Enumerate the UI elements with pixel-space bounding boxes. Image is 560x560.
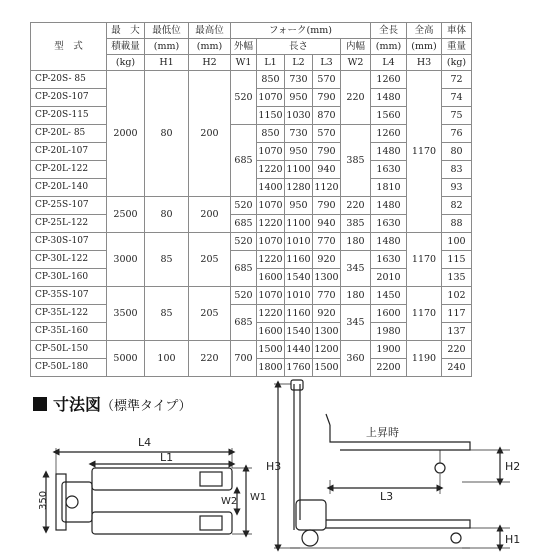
l1-cell: 1500: [257, 341, 285, 359]
l1-cell: 1400: [257, 179, 285, 197]
weight-cell: 137: [442, 323, 472, 341]
h1-cell: 85: [145, 287, 189, 341]
steer-wheel-icon: [302, 530, 318, 546]
capacity-cell: 2000: [107, 71, 145, 197]
header-fork: フォーク(mm): [231, 23, 371, 39]
dim-h1-label: H1: [505, 533, 521, 546]
model-cell: CP-35S-107: [31, 287, 107, 305]
header-min-height-unit: (mm): [145, 39, 189, 55]
plan-view: [46, 448, 252, 534]
weight-cell: 83: [442, 161, 472, 179]
l1-cell: 1070: [257, 197, 285, 215]
l2-cell: 1760: [285, 359, 313, 377]
header-total-height-unit: (mm): [407, 39, 442, 55]
l1-cell: 1600: [257, 323, 285, 341]
header-capacity: 最 大: [107, 23, 145, 39]
model-cell: CP-30L-122: [31, 251, 107, 269]
fork-lower: [92, 512, 232, 534]
spec-table: [30, 22, 472, 377]
fork-lowered: [326, 520, 470, 528]
weight-cell: 100: [442, 233, 472, 251]
h1-cell: 85: [145, 233, 189, 287]
header-h2: H2: [189, 55, 231, 71]
header-h1: H1: [145, 55, 189, 71]
table-row: [31, 251, 472, 269]
l1-cell: 850: [257, 71, 285, 89]
l3-cell: 870: [313, 107, 341, 125]
header-total-height: 全高: [407, 23, 442, 39]
l4-cell: 1480: [371, 143, 407, 161]
dim-h3-label: H3: [266, 460, 282, 473]
l3-cell: 570: [313, 125, 341, 143]
model-cell: CP-30L-160: [31, 269, 107, 287]
l4-cell: 1260: [371, 125, 407, 143]
w1-cell: 520: [231, 71, 257, 125]
l4-cell: 1630: [371, 215, 407, 233]
weight-cell: 135: [442, 269, 472, 287]
table-row: [31, 233, 472, 251]
l2-cell: 730: [285, 71, 313, 89]
w2-cell: 345: [341, 251, 371, 287]
side-view: [274, 380, 510, 548]
header-capacity-unit: (kg): [107, 55, 145, 71]
h2-cell: 205: [189, 233, 231, 287]
dim-w2-label: W2: [221, 496, 238, 507]
w1-cell: 685: [231, 125, 257, 197]
weight-cell: 72: [442, 71, 472, 89]
l3-cell: 1300: [313, 323, 341, 341]
l2-cell: 1030: [285, 107, 313, 125]
l1-cell: 1070: [257, 143, 285, 161]
raised-label: 上昇時: [366, 426, 399, 439]
l1-cell: 1070: [257, 89, 285, 107]
w2-cell: 360: [341, 341, 371, 377]
dim-w1-label: W1: [250, 492, 267, 503]
l1-cell: 1220: [257, 251, 285, 269]
section-title: 寸法図: [53, 395, 102, 414]
weight-cell: 220: [442, 341, 472, 359]
header-outer-width: 外幅: [231, 39, 257, 55]
weight-cell: 88: [442, 215, 472, 233]
model-cell: CP-20L-140: [31, 179, 107, 197]
load-roller-raised: [435, 463, 445, 473]
w2-cell: 180: [341, 233, 371, 251]
table-row: [31, 341, 472, 359]
weight-cell: 93: [442, 179, 472, 197]
w1-cell: 685: [231, 251, 257, 287]
l1-cell: 1600: [257, 269, 285, 287]
header-inner-width: 内幅: [341, 39, 371, 55]
l2-cell: 1540: [285, 323, 313, 341]
model-cell: CP-20S-115: [31, 107, 107, 125]
model-cell: CP-35L-122: [31, 305, 107, 323]
l4-cell: 2200: [371, 359, 407, 377]
table-row: [31, 71, 472, 89]
l1-cell: 1220: [257, 161, 285, 179]
w2-cell: 220: [341, 71, 371, 125]
l2-cell: 950: [285, 143, 313, 161]
l4-cell: 1450: [371, 287, 407, 305]
model-cell: CP-25S-107: [31, 197, 107, 215]
l3-cell: 790: [313, 197, 341, 215]
model-cell: CP-20L-107: [31, 143, 107, 161]
h3-cell: 1170: [407, 71, 442, 233]
l3-cell: 1300: [313, 269, 341, 287]
l4-cell: 1630: [371, 251, 407, 269]
model-cell: CP-20L-122: [31, 161, 107, 179]
model-cell: CP-25L-122: [31, 215, 107, 233]
l4-cell: 1560: [371, 107, 407, 125]
capacity-cell: 3000: [107, 233, 145, 287]
model-cell: CP-50L-180: [31, 359, 107, 377]
weight-cell: 80: [442, 143, 472, 161]
weight-cell: 115: [442, 251, 472, 269]
header-w1: W1: [231, 55, 257, 71]
h3-cell: 1190: [407, 341, 442, 377]
h3-cell: 1170: [407, 287, 442, 341]
l2-cell: 1280: [285, 179, 313, 197]
header-total-length: 全長: [371, 23, 407, 39]
l2-cell: 1100: [285, 215, 313, 233]
l4-cell: 1810: [371, 179, 407, 197]
l1-cell: 1070: [257, 287, 285, 305]
l2-cell: 1440: [285, 341, 313, 359]
l1-cell: 1070: [257, 233, 285, 251]
w1-cell: 520: [231, 197, 257, 215]
model-cell: CP-50L-150: [31, 341, 107, 359]
w2-cell: 385: [341, 215, 371, 233]
w2-cell: 385: [341, 125, 371, 197]
l2-cell: 1540: [285, 269, 313, 287]
h3-cell: 1170: [407, 233, 442, 287]
l4-cell: 1260: [371, 71, 407, 89]
w1-cell: 685: [231, 305, 257, 341]
weight-cell: 82: [442, 197, 472, 215]
l1-cell: 1220: [257, 215, 285, 233]
l2-cell: 730: [285, 125, 313, 143]
l2-cell: 1010: [285, 233, 313, 251]
weight-cell: 75: [442, 107, 472, 125]
header-h3: H3: [407, 55, 442, 71]
h2-cell: 205: [189, 287, 231, 341]
l4-cell: 1600: [371, 305, 407, 323]
l3-cell: 790: [313, 143, 341, 161]
dim-h2-label: H2: [505, 460, 521, 473]
l2-cell: 1100: [285, 161, 313, 179]
header-weight-2: 重量: [442, 39, 472, 55]
l4-cell: 2010: [371, 269, 407, 287]
l2-cell: 1160: [285, 305, 313, 323]
l4-cell: 1480: [371, 197, 407, 215]
l3-cell: 570: [313, 71, 341, 89]
l4-cell: 1480: [371, 89, 407, 107]
header-w2: W2: [341, 55, 371, 71]
header-min-height: 最低位: [145, 23, 189, 39]
weight-cell: 117: [442, 305, 472, 323]
load-roller-lower: [200, 516, 222, 530]
header-l2: L2: [285, 55, 313, 71]
l2-cell: 950: [285, 197, 313, 215]
header-max-height-unit: (mm): [189, 39, 231, 55]
table-row: [31, 197, 472, 215]
header-l4: L4: [371, 55, 407, 71]
header-length: 長さ: [257, 39, 341, 55]
l3-cell: 770: [313, 287, 341, 305]
weight-cell: 76: [442, 125, 472, 143]
weight-cell: 74: [442, 89, 472, 107]
w2-cell: 220: [341, 197, 371, 215]
steering-wheel-icon: [66, 496, 78, 508]
header-total-length-unit: (mm): [371, 39, 407, 55]
header-l1: L1: [257, 55, 285, 71]
section-subtitle: （標準タイプ）: [101, 399, 192, 414]
dim-l4-label: L4: [138, 436, 152, 449]
l4-cell: 1900: [371, 341, 407, 359]
l1-cell: 1150: [257, 107, 285, 125]
l4-cell: 1480: [371, 233, 407, 251]
model-cell: CP-35L-160: [31, 323, 107, 341]
load-roller-upper: [200, 472, 222, 486]
l1-cell: 850: [257, 125, 285, 143]
model-cell: CP-30S-107: [31, 233, 107, 251]
weight-cell: 102: [442, 287, 472, 305]
l1-cell: 1220: [257, 305, 285, 323]
l4-cell: 1980: [371, 323, 407, 341]
dimension-drawing: [0, 370, 560, 560]
l4-cell: 1630: [371, 161, 407, 179]
h2-cell: 220: [189, 341, 231, 377]
h1-cell: 80: [145, 197, 189, 233]
capacity-cell: 5000: [107, 341, 145, 377]
l3-cell: 790: [313, 89, 341, 107]
header-l3: L3: [313, 55, 341, 71]
l2-cell: 950: [285, 89, 313, 107]
l3-cell: 940: [313, 215, 341, 233]
w2-cell: 345: [341, 305, 371, 341]
l3-cell: 1120: [313, 179, 341, 197]
l1-cell: 1800: [257, 359, 285, 377]
w1-cell: 520: [231, 233, 257, 251]
capacity-cell: 2500: [107, 197, 145, 233]
l3-cell: 1500: [313, 359, 341, 377]
model-cell: CP-20L- 85: [31, 125, 107, 143]
table-row: [31, 125, 472, 143]
model-cell: CP-20S-107: [31, 89, 107, 107]
dim-l3-label: L3: [380, 490, 394, 503]
capacity-cell: 3500: [107, 287, 145, 341]
w2-cell: 180: [341, 287, 371, 305]
w1-cell: 700: [231, 341, 257, 377]
l3-cell: 770: [313, 233, 341, 251]
dim-350-label: 350: [38, 490, 49, 510]
table-row: [31, 287, 472, 305]
l3-cell: 920: [313, 251, 341, 269]
header-weight-unit: (kg): [442, 55, 472, 71]
l3-cell: 940: [313, 161, 341, 179]
h1-cell: 100: [145, 341, 189, 377]
w1-cell: 685: [231, 215, 257, 233]
header-model: 型 式: [31, 23, 107, 71]
dim-l1-label: L1: [160, 451, 174, 464]
fork-raised: [330, 425, 470, 450]
h1-cell: 80: [145, 71, 189, 197]
fork-upper: [92, 468, 232, 490]
load-roller-lowered: [451, 533, 461, 543]
model-cell: CP-20S- 85: [31, 71, 107, 89]
header-max-height: 最高位: [189, 23, 231, 39]
w1-cell: 520: [231, 287, 257, 305]
l3-cell: 920: [313, 305, 341, 323]
h2-cell: 200: [189, 197, 231, 233]
l2-cell: 1010: [285, 287, 313, 305]
l3-cell: 1200: [313, 341, 341, 359]
header-capacity-2: 積載量: [107, 39, 145, 55]
table-row: [31, 305, 472, 323]
table-row: [31, 215, 472, 233]
handle-grip: [291, 380, 303, 390]
h2-cell: 200: [189, 71, 231, 197]
l2-cell: 1160: [285, 251, 313, 269]
header-weight: 車体: [442, 23, 472, 39]
weight-cell: 240: [442, 359, 472, 377]
